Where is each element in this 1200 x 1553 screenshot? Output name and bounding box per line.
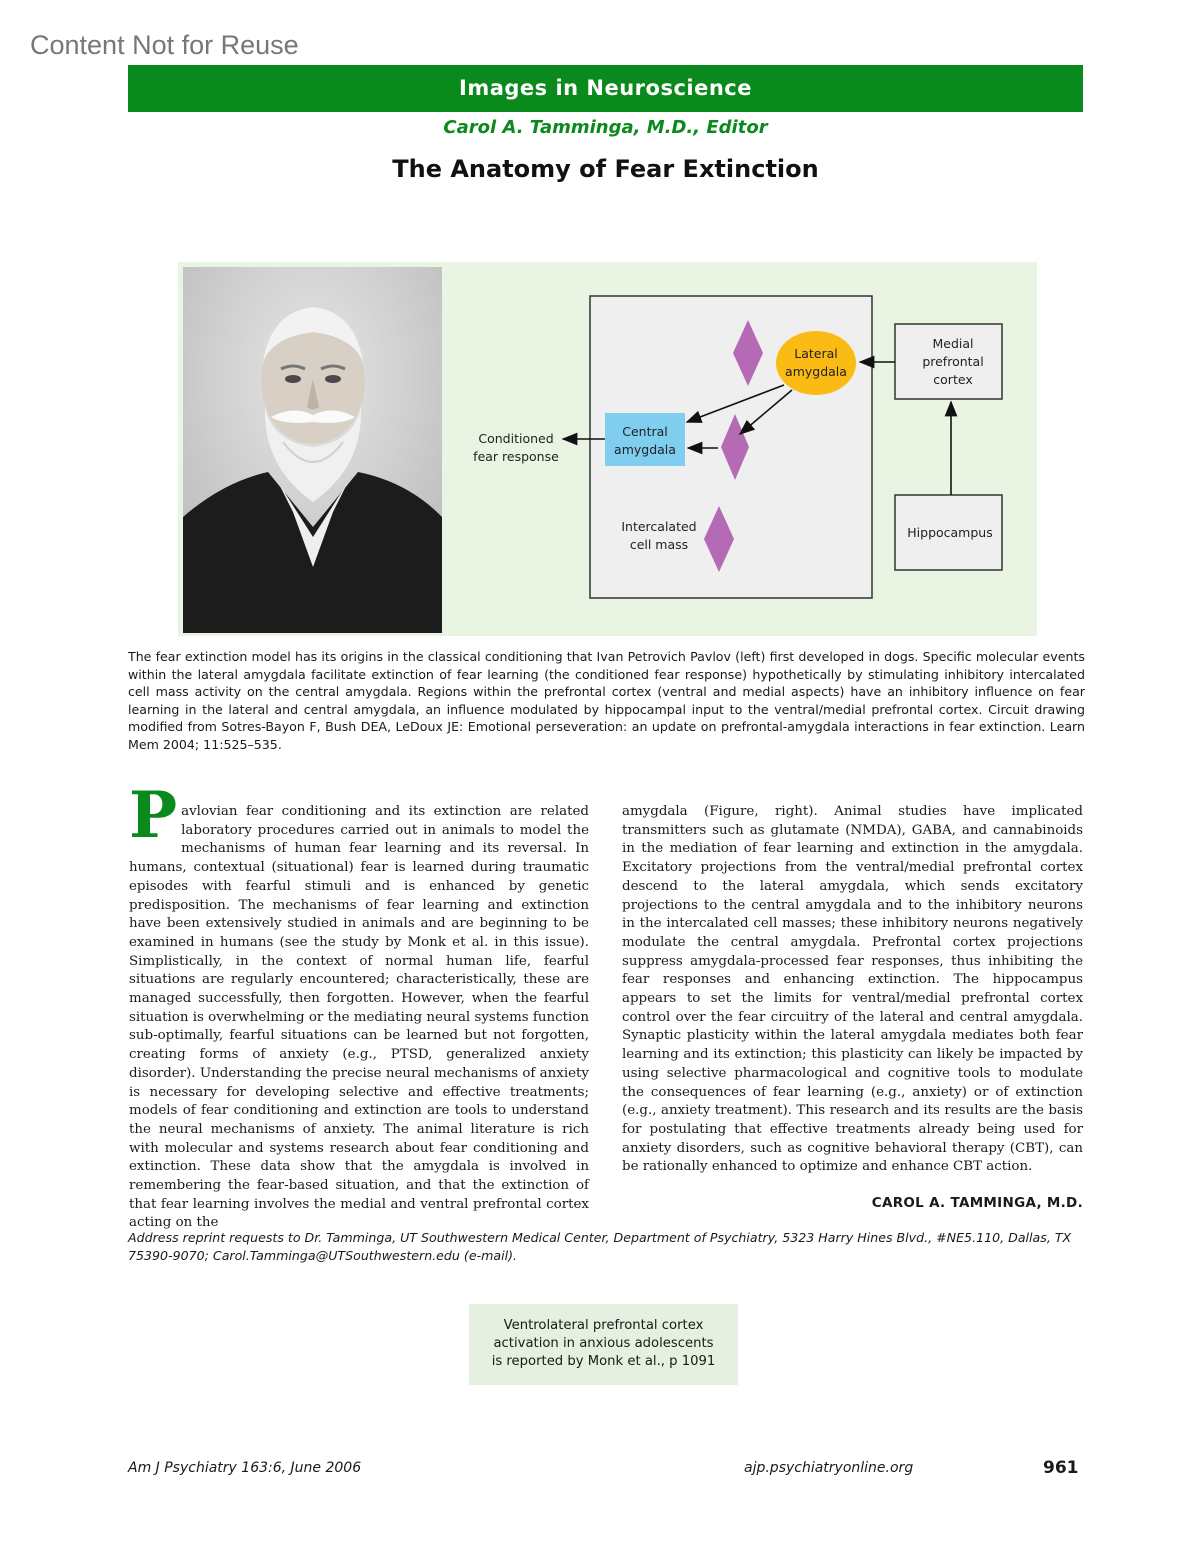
note-line-1: Ventrolateral prefrontal cortex <box>503 1318 704 1333</box>
drop-cap: P <box>129 778 178 853</box>
mpfc-label-1: Medial <box>932 336 974 351</box>
conditioned-label-1: Conditioned <box>478 431 554 446</box>
body-left-text: avlovian fear conditioning and its extinction are related laboratory procedures carried out in animals to model the mechanisms of human fear learning and its reversal. In humans, contextual (situational) fear is learned during traumatic episodes with fearful stimuli and is enhanced by genetic predisposition. The mechanisms of fear learning and extinction have been extensively studied in animals and are beginning to be examined in humans (see the study by Monk et al. in this issue). Simplistically, in the context of normal human life, fearful situations are regularly encountered; characteristically, these are managed successfully, then forgotten. However, when the fearful situation is overwhelming or the mediating neural systems function sub-optimally, fearful situations can be learned but not forgotten, creating forms of anxiety (e.g., PTSD, generalized anxiety disorder). Understanding the precise neural mechanisms of anxiety is necessary for developing selective and effective treatments; models of fear conditioning and extinction are tools to understand the neural mechanisms of anxiety. The animal literature is rich with molecular and systems research about fear conditioning and extinction. These data show that the amygdala is involved in remembering the fear-based situation, and that the extinction of that fear learning involves the medial and ventral prefrontal cortex acting on the <box>129 804 589 1231</box>
page-number: 961 <box>1043 1458 1079 1478</box>
lateral-amygdala-label-2: amygdala <box>785 364 847 379</box>
editor-line: Carol A. Tamminga, M.D., Editor <box>443 117 768 138</box>
mpfc-label-2: prefrontal <box>922 354 984 369</box>
reprint-address: Address reprint requests to Dr. Tamminga, UT Southwestern Medical Center, Department of Psychiatry, 5323 Harry Hines Blvd., #NE5.110, Dallas, TX 75390-9070; Carol.Tamminga@UTSouthwestern.edu (e-mail). <box>128 1230 1072 1263</box>
intercalated-label-2: cell mass <box>629 537 689 552</box>
central-amygdala-label-2: amygdala <box>614 442 676 457</box>
body-column-right <box>622 803 1083 1177</box>
journal-website: ajp.psychiatryonline.org <box>744 1460 914 1476</box>
figure-caption: The fear extinction model has its origins in the classical conditioning that Ivan Petrovich Pavlov (left) first developed in dogs. Specific molecular events within the lateral amygdala facilitate extinction of fear learning (the conditioned fear response) hypothetically by stimulating inhibitory intercalated cell mass activity on the central amygdala. Regions within the prefrontal cortex (ventral and medial aspects) have an inhibitory influence on fear learning in the lateral and central amygdala, an influence modulated by hippocampal input to the ventral/medial prefrontal cortex. Circuit drawing modified from Sotres-Bayon F, Bush DEA, LeDoux JE: Emotional perseveration: an update on prefrontal-amygdala interactions in fear extinction. Learn Mem 2004; 11:525–535. <box>128 649 1085 752</box>
lateral-amygdala-node <box>776 331 856 395</box>
watermark: Content Not for Reuse <box>30 30 299 60</box>
conditioned-label-2: fear response <box>473 449 559 464</box>
central-amygdala-node <box>605 413 685 466</box>
lateral-amygdala-label-1: Lateral <box>794 346 838 361</box>
note-line-3: is reported by Monk et al., p 1091 <box>491 1354 716 1369</box>
cross-reference-box <box>469 1304 738 1385</box>
intercalated-label-1: Intercalated <box>621 519 697 534</box>
figure-panel <box>178 262 1037 636</box>
article-title: The Anatomy of Fear Extinction <box>392 155 819 183</box>
author-signature: CAROL A. TAMMINGA, M.D. <box>871 1195 1083 1211</box>
journal-citation: Am J Psychiatry 163:6, June 2006 <box>128 1460 362 1476</box>
note-line-2: activation in anxious adolescents <box>493 1336 714 1351</box>
body-column-left <box>129 778 589 1233</box>
section-banner: Images in Neuroscience <box>128 65 1083 112</box>
central-amygdala-label-1: Central <box>622 424 668 439</box>
mpfc-label-3: cortex <box>933 372 973 387</box>
circuit-diagram <box>178 262 1037 636</box>
hippocampus-label: Hippocampus <box>907 525 993 540</box>
body-right-text: amygdala (Figure, right). Animal studies have implicated transmitters such as glutamate (NMDA), GABA, and cannabinoids in the mediation of fear learning and extinction in the amygdala. Excitatory projections from the ventral/medial prefrontal cortex descend to the lateral amygdala, which sends excitatory projections to the central amygdala and to the inhibitory neurons in the intercalated cell masses; these inhibitory neurons negatively modulate the central amygdala. Prefrontal cortex projections suppress amygdala-processed fear responses, thus inhibiting the fear responses and enhancing extinction. The hippocampus appears to set the limits for ventral/medial prefrontal cortex control over the fear circuitry of the lateral and central amygdala. Synaptic plasticity within the lateral amygdala mediates both fear learning and its extinction; this plasticity can likely be impacted by using selective pharmacological and cognitive tools to modulate the consequences of fear learning (e.g., anxiety) or of extinction (e.g., anxiety treatment). This research and its results are the basis for postulating that effective treatments already being used for anxiety disorders, such as cognitive behavioral therapy (CBT), can be rationally enhanced to optimize and enhance CBT action. <box>622 804 1083 1175</box>
